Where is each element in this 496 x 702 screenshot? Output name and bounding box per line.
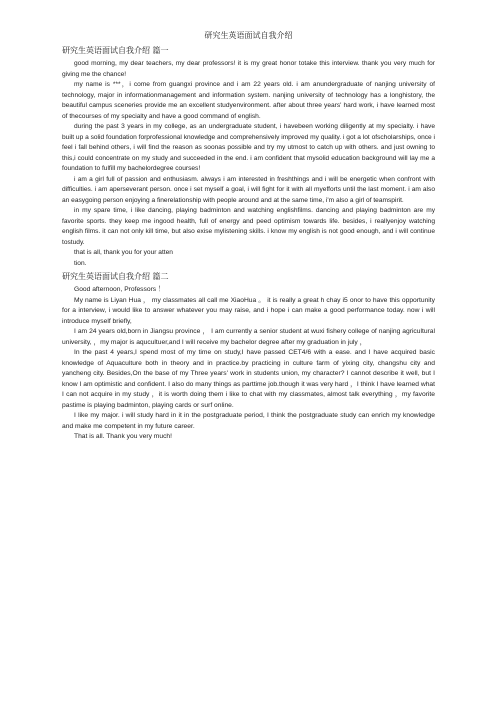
paragraph: Good afternoon, Professors ！ xyxy=(74,286,165,293)
paragraph: good morning, my dear teachers, my dear professors! it is my great honor totake this interview. thank you very much for giving me the chance! xyxy=(62,60,435,78)
paragraph: I like my major. i will study hard in it in the postgraduate period, I think the postgraduate study can enrich my knowledge and make me competent in my future career. xyxy=(62,412,435,430)
paragraph: i am a girl full of passion and enthusiasm. always i am interested in freshthings and i will be energetic when confront with difficulties. i am aperseverant person. once i set myself a goal, i will fight for it with all myefforts until the last moment. i am also an easygoing person enjoying a finerelationship with people around and at the same time, i'm also a girl of teamspirit. xyxy=(62,175,435,204)
section-1 xyxy=(62,45,435,269)
paragraph: that is all, thank you for your atten xyxy=(74,249,173,256)
paragraph: I am 24 years old,born in Jiangsu province ， I am currently a senior student at wuxi fishery college of nanjing agricultural university, ，my major is aqucultuer,and I will receive my bachelor degree after my graduation in july ， xyxy=(62,328,435,346)
paragraph: My name is Liyan Hua ， my classmates all call me XiaoHua 。 it is really a great h chay i5 onor to have this opportunity for a interview, i would like to answer whatever you may raise, and i hope i can make a good performance today. now i will introduce myself briefly, xyxy=(62,296,435,325)
section-2 xyxy=(62,271,435,443)
document-page xyxy=(62,30,435,443)
paragraph: during the past 3 years in my college, as an undergraduate student, i havebeen working diligently at my specialty. i have built up a solid foundation forprofessional knowledge and comprehensively improved my quality. i got a lot ofscholarships, once i feel i fall behind others, i will find the reason as soonas possible and try my utmost to catch up with others. and just owning to this,i could concentrate on my study and succeeded in the end. i am confident that mysolid education background will lay me a foundation to fulfill my bachelordegree courses! xyxy=(62,123,436,172)
document-title: 研究生英语面试自我介绍 xyxy=(204,31,293,40)
paragraph: tion. xyxy=(74,259,87,267)
paragraph: in my spare time, i like dancing, playing badminton and watching englishfilms. dancing and playing badminton are my favorite sports. they keep me ingood health, full of energy and peed optimism towards life. besides, i reallyenjoy watching english films. it can not only kill time, but also exise mylistening skills. i know my english is not good enough, and i will continue tostudy. xyxy=(62,207,435,246)
paragraph: my name is ***，i come from guangxi province and i am 22 years old. i am anundergraduate of nanjing university of technology, major in informationmanagement and information system. nanjing university of technology has a longhistory, the beautiful campus sceneries provide me an excellent studyenvironment. after about three years' hard work, i have learned most of thecourses of my specialty and have a good command of english. xyxy=(62,81,435,120)
section-heading: 研究生英语面试自我介绍 篇一 xyxy=(62,46,169,55)
section-heading: 研究生英语面试自我介绍 篇二 xyxy=(62,272,169,281)
paragraph: In the past 4 years,I spend most of my time on study,I have passed CET4/6 with a ease. and I have acquired basic knowledge of Aquaculture both in theory and in practice.by practicing in culture farm of yixing city, changshu city and yancheng city. Besides,On the base of my Three years' work in students union, my character? I cannot describe it well, but I know I am optimistic and confident. I also do many things as parttime job.though it was very hard ，I think I have learned what I can not acquire in my study ，it is worth doing them i like to chat with my classmates, almost talk everything ，my favorite pastime is playing badminton, playing cards or surf online. xyxy=(62,349,435,409)
paragraph: That is all. Thank you very much! xyxy=(74,433,173,440)
